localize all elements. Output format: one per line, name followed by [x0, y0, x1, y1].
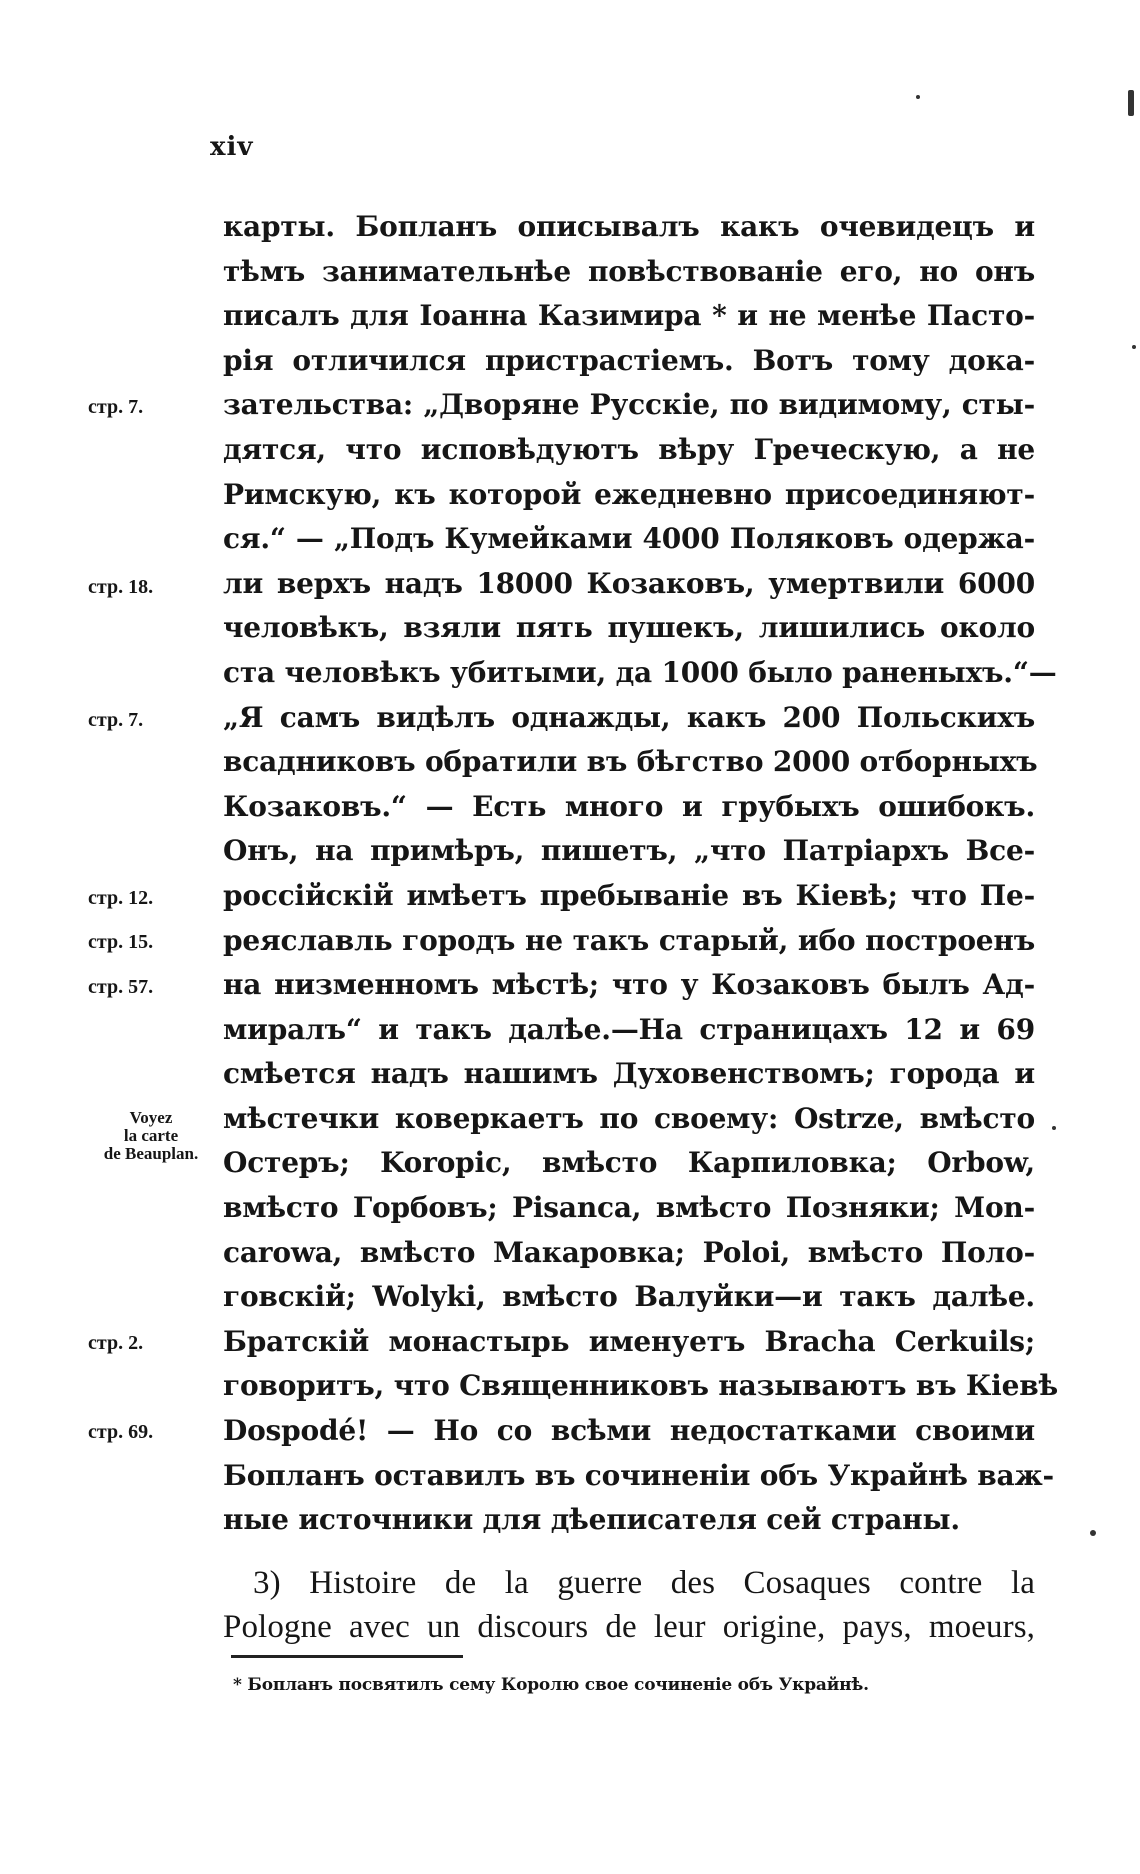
- text-line: мѣстечки коверкаетъ по своему: Ostrze, вмѣсто: [223, 1101, 1035, 1135]
- text-line: вмѣсто Горбовъ; Pisanca, вмѣсто Позняки; Mon-: [223, 1191, 1035, 1225]
- text-line: carowa, вмѣсто Макаровка; Poloi, вмѣсто Поло-: [223, 1235, 1035, 1269]
- page-number: xiv: [210, 132, 254, 162]
- margin-note: стр. 12.: [88, 887, 154, 909]
- text-line: 3) Histoire de la guerre des Cosaques contre la: [253, 1564, 1035, 1601]
- text-line: Онъ, на примѣръ, пишетъ, „что Патріархъ Все-: [223, 834, 1035, 868]
- text-line: карты. Бопланъ описывалъ какъ очевидецъ и: [223, 210, 1035, 243]
- text-line: Братскій монастырь именуетъ Bracha Cerkuils;: [223, 1324, 1035, 1358]
- text-line: тѣмъ занимательнѣе повѣствованіе его, но онъ: [223, 254, 1035, 288]
- text-line: рія отличился пристрастіемъ. Вотъ тому дока-: [223, 343, 1035, 377]
- text-line: говоритъ, что Священниковъ называютъ въ Кіевѣ: [223, 1369, 1058, 1403]
- text-line: ли верхъ надъ 18000 Козаковъ, умертвили 6000: [223, 566, 1035, 600]
- margin-note-line: de Beauplan.: [103, 1144, 199, 1163]
- margin-note: стр. 2.: [88, 1332, 144, 1354]
- margin-note: стр. 15.: [88, 931, 154, 953]
- french-paragraph: [223, 1561, 1035, 1650]
- margin-note: стр. 57.: [88, 976, 154, 998]
- text-line: миралъ“ и такъ далѣе.—На страницахъ 12 и 69: [223, 1012, 1035, 1046]
- main-text: [223, 205, 1058, 1650]
- text-line: Козаковъ.“ — Есть много и грубыхъ ошибокъ.: [223, 789, 1035, 823]
- scan-speck: [1128, 90, 1134, 116]
- text-line: всадниковъ обратили въ бѣгство 2000 отборныхъ: [223, 745, 1038, 779]
- text-line: россійскій имѣетъ пребываніе въ Кіевѣ; что Пе-: [223, 878, 1035, 912]
- text-line: ные источники для дѣеписателя сей страны.: [223, 1503, 960, 1537]
- margin-note-line: Voyez: [129, 1108, 173, 1127]
- footnote-rule: [231, 1655, 463, 1658]
- margin-note-voyez: [86, 1109, 216, 1163]
- text-line: Dospodé! — Но со всѣми недостатками своими: [223, 1414, 1035, 1448]
- margin-note: стр. 7.: [88, 396, 144, 418]
- text-line: человѣкъ, взяли пять пушекъ, лишились около: [223, 611, 1035, 645]
- scan-speck: [1052, 1126, 1056, 1130]
- text-line: Бопланъ оставилъ въ сочиненіи объ Украйнѣ важ-: [223, 1458, 1054, 1492]
- margin-note-line: la carte: [123, 1126, 179, 1145]
- text-line: на низменномъ мѣстѣ; что у Козаковъ былъ Ад-: [223, 968, 1035, 1002]
- text-line: говскій; Wolyki, вмѣсто Валуйки—и такъ далѣе.: [223, 1280, 1035, 1314]
- text-line: зательства: „Дворяне Русскіе, по видимому, сты-: [223, 388, 1035, 422]
- text-line: ста человѣкъ убитыми, да 1000 было раненыхъ.“—: [223, 655, 1057, 689]
- text-line: дятся, что исповѣдуютъ вѣру Греческую, а не: [223, 432, 1035, 466]
- scan-speck: [916, 95, 920, 99]
- text-line: реяславль городъ не такъ старый, ибо построенъ: [223, 923, 1035, 957]
- text-line: Римскую, къ которой ежедневно присоединяют-: [223, 477, 1035, 511]
- text-line: смѣется надъ нашимъ Духовенствомъ; города и: [223, 1057, 1035, 1091]
- text-line: „Я самъ видѣлъ однажды, какъ 200 Польскихъ: [223, 700, 1035, 734]
- footnote: * Бопланъ посвятилъ сему Королю свое сочиненіе объ Украйнѣ.: [233, 1675, 869, 1695]
- text-line: ся.“ — „Подъ Кумейками 4000 Поляковъ одержа-: [223, 522, 1035, 556]
- scan-speck: [1090, 1530, 1096, 1536]
- text-line: Остеръ; Koropic, вмѣсто Карпиловка; Orbow,: [223, 1146, 1035, 1180]
- margin-note: стр. 18.: [88, 576, 154, 598]
- scan-speck: [1132, 345, 1136, 349]
- margin-note: стр. 7.: [88, 709, 144, 731]
- text-line: писалъ для Іоанна Казимира * и не менѣе Пасто-: [223, 299, 1035, 333]
- margin-note: стр. 69.: [88, 1421, 154, 1443]
- text-line: Pologne avec un discours de leur origine, pays, moeurs,: [223, 1609, 1035, 1646]
